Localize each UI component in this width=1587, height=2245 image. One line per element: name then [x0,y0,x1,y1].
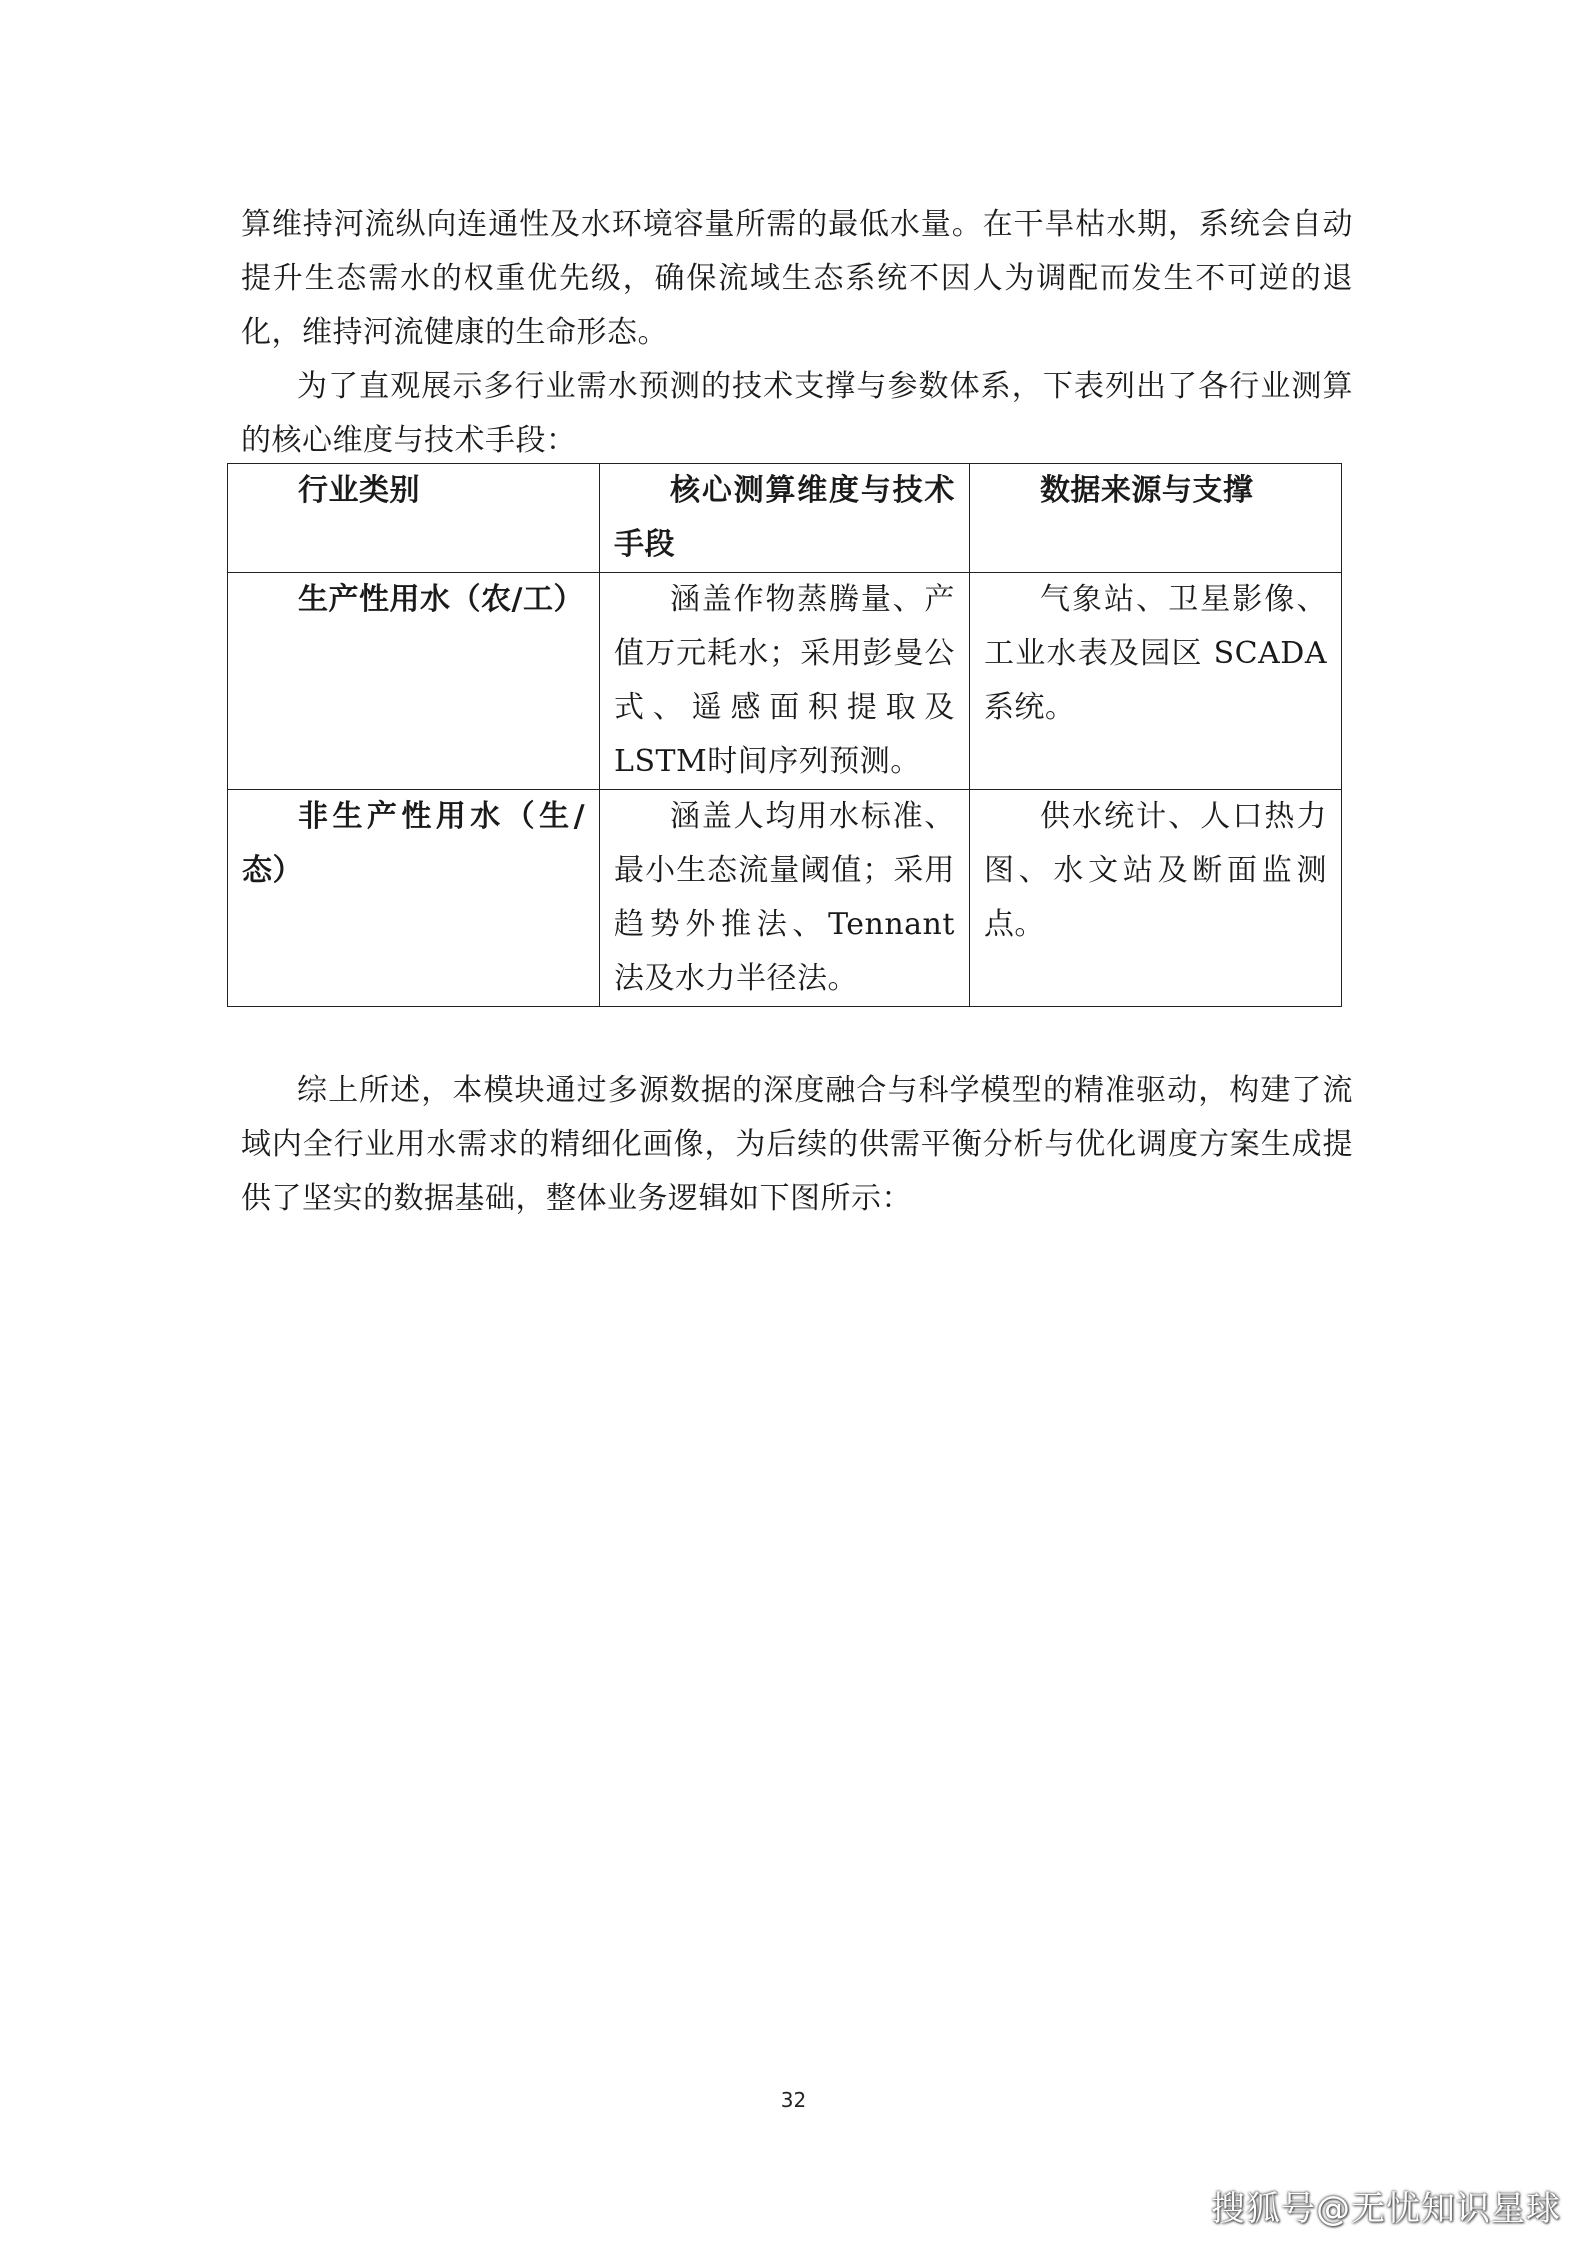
table-cell-sources: 气象站、卫星影像、工业水表及园区 SCADA 系统。 [969,573,1341,790]
watermark: 搜狐号@无忧知识星球 [1211,2189,1561,2229]
table-header-sources: 数据来源与支撑 [969,464,1341,573]
table-header-methods: 核心测算维度与技术手段 [600,464,970,573]
table-cell-category: 生产性用水（农/工） [228,573,600,790]
paragraph-summary: 综上所述，本模块通过多源数据的深度融合与科学模型的精准驱动，构建了流域内全行业用水需求的精细化画像，为后续的供需平衡分析与优化调度方案生成提供了坚实的数据基础，整体业务逻辑如下图所示： [241,1073,1353,1216]
table-row [228,790,1342,1007]
table-header-row [228,464,1342,573]
table-cell-methods: 涵盖作物蒸腾量、产值万元耗水；采用彭曼公式、遥感面积提取及LSTM时间序列预测。 [600,573,970,790]
paragraph-ecology-water: 算维持河流纵向连通性及水环境容量所需的最低水量。在干旱枯水期，系统会自动提升生态需水的权重优先级，确保流域生态系统不因人为调配而发生不可逆的退化，维持河流健康的生命形态。 [241,207,1353,350]
table-cell-methods: 涵盖人均用水标准、最小生态流量阈值；采用趋势外推法、Tennant 法及水力半径法。 [600,790,970,1007]
page-number: 32 [780,2088,807,2112]
table-cell-category: 非生产性用水（生/态） [228,790,600,1007]
table-cell-sources: 供水统计、人口热力图、水文站及断面监测点。 [969,790,1341,1007]
paragraph-table-intro: 为了直观展示多行业需水预测的技术支撑与参数体系，下表列出了各行业测算的核心维度与技术手段： [241,369,1353,458]
industry-water-demand-table [227,463,1342,1007]
table-row [228,573,1342,790]
table-header-category: 行业类别 [228,464,600,573]
